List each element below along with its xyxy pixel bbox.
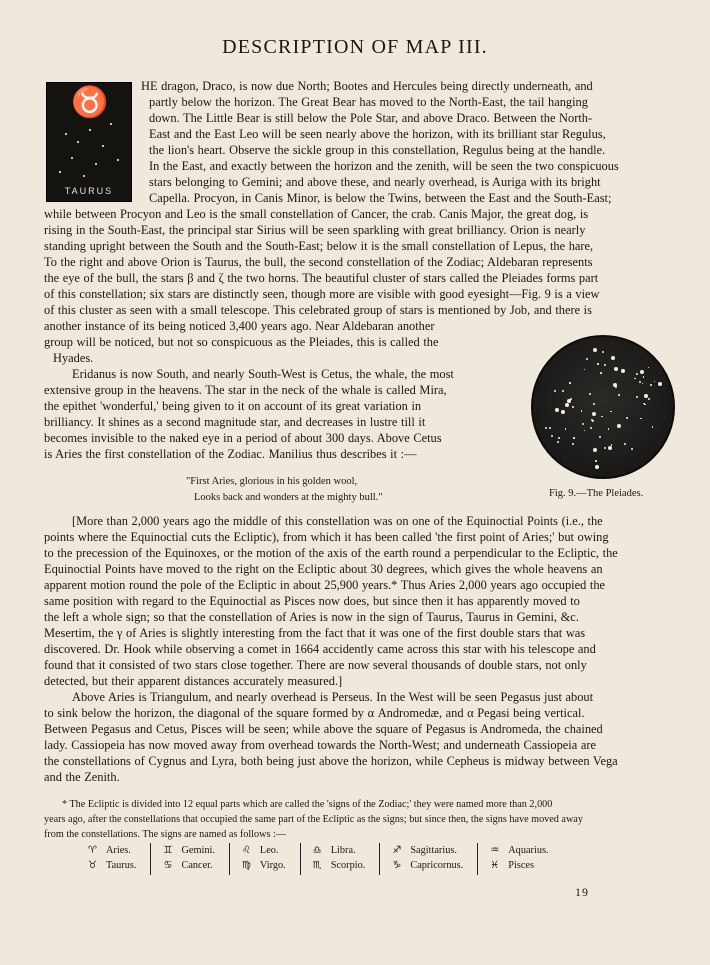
star-dot (652, 426, 654, 428)
zodiac-signs-table (80, 843, 680, 875)
star-dot (615, 386, 617, 388)
sign-entry (88, 843, 136, 858)
sign-name: Leo. (259, 845, 279, 856)
star-dot (658, 382, 662, 386)
star-dot (648, 367, 650, 369)
star-dot (611, 444, 613, 446)
text-line: of this constellation; six stars are distinctly seen, though more are visible with good eyesight—Fig. 9 is a view (44, 287, 600, 301)
star-dot (551, 435, 553, 437)
text-line: To the right and above Orion is Taurus, the bull, the second constellation of the Zodiac; Aldebaran represents (44, 255, 593, 269)
zodiac-sign-icon: ♉ (88, 860, 97, 871)
sign-column (478, 843, 562, 875)
star-dot (582, 423, 584, 425)
text-line: rising in the South-East, the principal star Sirius will be seen sparkling with great brilliancy. Orion is nearly (44, 223, 586, 237)
star-dot (593, 348, 597, 352)
zodiac-sign-icon: ♏ (312, 860, 322, 871)
sign-entry (392, 858, 463, 873)
star-dot (604, 364, 606, 366)
star-dot (614, 367, 618, 371)
pleiades-figure (531, 335, 675, 479)
text-line: extensive group in the heavens. The star in the neck of the whale is called Mira, (44, 383, 447, 397)
sign-column (230, 843, 301, 875)
zodiac-sign-icon: ♈ (88, 845, 97, 856)
star-dot (650, 384, 652, 386)
star-dot (592, 412, 596, 416)
star-dot (562, 390, 564, 392)
sign-name: Taurus. (106, 860, 137, 871)
page-number: 19 (575, 885, 589, 899)
sign-entry (163, 843, 214, 858)
text-line: discovered. Dr. Hook while observing a comet in 1664 accidently came across this star with his telescope and (44, 642, 596, 656)
star-dot (654, 381, 656, 383)
star-dot (593, 448, 597, 452)
zodiac-sign-icon: ♎ (312, 845, 322, 856)
star-dot (640, 370, 644, 374)
text-line: to the precession of the Equinoxes, or the motion of the axis of the earth round a perpendicular to the Ecliptic, the (44, 546, 618, 560)
text-line: apparent motion round the pole of the Ecliptic in about 25,900 years.* Thus Aries 2,000 years ago occupied the (44, 578, 606, 592)
sign-name: Virgo. (259, 860, 286, 871)
zodiac-sign-icon: ♊ (163, 845, 173, 856)
star-dot (565, 428, 567, 430)
text-line: detected, but their apparent distances accurately measured.] (44, 674, 343, 688)
text-line: is Aries the first constellation of the Zodiac. Manilius thus describes it :— (44, 447, 417, 461)
star-dot (549, 427, 551, 429)
sign-name: Aquarius. (508, 845, 549, 856)
text-line: points where the Equinoctial cuts the Ecliptic), from which it has been called 'the first point of Aries;' but owing (44, 530, 609, 544)
star-dot (572, 406, 574, 408)
zodiac-sign-icon: ♑ (392, 860, 402, 871)
zodiac-sign-icon: ♍ (241, 860, 251, 871)
text-line: brilliancy. It shines as a second magnitude star, and decreases in lustre till it (44, 415, 426, 429)
star-dot (584, 430, 586, 432)
text-line: the epithet 'wonderful,' being given to it on account of its great variation in (44, 399, 422, 413)
star-dot (597, 363, 599, 365)
text-line: another instance of its being noticed 3,400 years ago. Near Aldebaran another (44, 319, 435, 333)
star-dot (557, 441, 559, 443)
text-line: Eridanus is now South, and nearly South-West is Cetus, the whale, the most (72, 367, 454, 381)
sign-name: Cancer. (181, 860, 213, 871)
star-dot (642, 383, 644, 385)
star-dot (565, 403, 569, 407)
sign-entry (313, 843, 366, 858)
star-dot (572, 443, 574, 445)
star-dot (621, 369, 625, 373)
star-dot (595, 465, 599, 469)
star-dot (595, 460, 597, 462)
star-dot (636, 373, 638, 375)
sign-entry (242, 843, 286, 858)
star-dot (644, 394, 648, 398)
star-dot (602, 351, 604, 353)
text-line: Above Aries is Triangulum, and nearly overhead is Perseus. In the West will be seen Pegasus just about (72, 690, 594, 704)
sign-column (301, 843, 381, 875)
star-dot (610, 411, 612, 413)
figure-caption: Fig. 9.—The Pleiades. (549, 488, 644, 499)
star-dot (617, 424, 621, 428)
text-line: partly below the horizon. The Great Bear has moved to the North-East, the tail hanging (149, 95, 588, 109)
star-dot (636, 396, 638, 398)
sign-name: Sagittarius. (410, 845, 457, 856)
sign-column (380, 843, 478, 875)
text-line: [More than 2,000 years ago the middle of this constellation was on one of the Equinoctial Points (i.e., the (72, 514, 603, 528)
sign-entry (163, 858, 214, 873)
zodiac-sign-icon: ♒ (490, 845, 500, 856)
star-dot (640, 418, 642, 420)
text-line: HE dragon, Draco, is now due North; Bootes and Hercules being directly underneath, and (141, 79, 593, 93)
text-line: found that it consisted of two stars close together. There are now several thousands of double stars, not only (44, 658, 587, 672)
star-dot (593, 403, 595, 405)
star-dot (573, 437, 575, 439)
star-dot (626, 417, 628, 419)
zodiac-sign-icon: ♓ (490, 860, 500, 871)
text-line: East and the East Leo will be seen nearly above the horizon, with its brilliant star Regulus, (149, 127, 606, 141)
star-dot (604, 447, 606, 449)
star-dot (608, 446, 612, 450)
star-dot (558, 437, 560, 439)
star-dot (643, 376, 645, 378)
text-line: of this cluster as seen with a small telescope. This celebrated group of stars is mentioned by Job, and there is (44, 303, 592, 317)
sign-entry (242, 858, 286, 873)
star-dot (608, 428, 610, 430)
text-line: In the East, and exactly between the horizon and the zenith, will be seen the two conspicuous (149, 159, 619, 173)
sign-name: Libra. (330, 845, 356, 856)
text-line: Equinoctial Points have moved to the right on the Ecliptic about 30 degrees, which gives the whole heavens an (44, 562, 603, 576)
star-dot (545, 427, 547, 429)
sign-name: Capricornus. (410, 860, 464, 871)
sign-name: Aries. (106, 845, 131, 856)
star-dot (584, 369, 586, 371)
zodiac-sign-icon: ♐ (392, 845, 402, 856)
taurus-vignette (46, 82, 132, 202)
text-line: Hyades. (53, 351, 94, 365)
sign-name: Pisces (508, 860, 534, 871)
text-line: Between Pegasus and Cetus, Pisces will be seen; while above the square of Pegasus is Andromeda, the chained (44, 722, 603, 736)
text-line: the constellations of Cygnus and Lyra, both being just above the horizon, while Cepheus is midway between Vega (44, 754, 618, 768)
sign-entry (88, 858, 136, 873)
text-line: Capella. Procyon, in Canis Minor, is below the Twins, between the East and the South-East; (149, 191, 612, 205)
star-dot (618, 394, 620, 396)
star-dot (581, 410, 583, 412)
sign-entry (392, 843, 463, 858)
quote-line-2: Looks back and wonders at the mighty bull." (194, 492, 383, 503)
text-line: the lion's heart. Observe the sickle group in this constellation, Regulus being at the handle. (149, 143, 606, 157)
page-title: DESCRIPTION OF MAP III. (222, 36, 488, 58)
star-dot (569, 382, 571, 384)
zodiac-sign-icon: ♌ (241, 845, 251, 856)
sign-column (80, 843, 151, 875)
star-dot (589, 393, 591, 395)
star-dot (648, 398, 650, 400)
text-line: the eye of the bull, the stars β and ζ the two horns. The beautiful cluster of stars called the Pleiades forms part (44, 271, 599, 285)
footnote-line: * The Ecliptic is divided into 12 equal parts which are called the 'signs of the Zodiac;' they were named more than 2,000 (62, 799, 553, 810)
star-dot (555, 408, 559, 412)
text-line: the left a whole sign; so that the constellation of Aries is now in the sign of Taurus, Taurus in Gemini, &c. (44, 610, 579, 624)
text-line: lady. Cassiopeia has now moved away from overhead towards the North-West; and underneath Cassiopeia are (44, 738, 596, 752)
sign-entry (313, 858, 366, 873)
star-dot (561, 410, 565, 414)
star-dot (600, 372, 602, 374)
zodiac-sign-icon: ♋ (163, 860, 173, 871)
star-dot (624, 443, 626, 445)
quote-line-1: "First Aries, glorious in his golden wool, (186, 476, 358, 487)
text-line: standing upright between the South and the South-East; below it is the small constellation of Lepus, the hare, (44, 239, 594, 253)
text-line: to sink below the horizon, the diagonal of the square formed by α Andromedæ, and α Pegasi being vertical. (44, 706, 585, 720)
taurus-sign-icon: ♉ (71, 86, 109, 119)
star-dot (554, 390, 556, 392)
footnote-line: from the constellations. The signs are named as follows :— (44, 829, 286, 840)
star-dot (631, 448, 633, 450)
star-dot (586, 358, 588, 360)
text-line: same position with regard to the Equinoctial as Pisces now does, but since then it has apparently moved to (44, 594, 580, 608)
text-line: while between Procyon and Leo is the small constellation of Cancer, the crab. Canis Major, the great dog, is (44, 207, 589, 221)
sign-entry (490, 843, 548, 858)
sign-entry (490, 858, 548, 873)
star-dot (601, 416, 603, 418)
star-dot (644, 404, 646, 406)
text-line: group will be noticed, but not so conspicuous as the Pleiades, this is called the (44, 335, 439, 349)
star-dot (634, 378, 636, 380)
footnote-line: years ago, after the constellations that occupied the same part of the Ecliptic as the signs; but since then, the signs have moved away (44, 814, 583, 825)
vignette-label: TAURUS (64, 186, 114, 196)
sign-column (151, 843, 229, 875)
sign-name: Gemini. (181, 845, 215, 856)
text-line: stars belonging to Gemini; and above these, and nearly overhead, is Auriga with its bright (149, 175, 601, 189)
text-line: Mesertim, the γ of Aries is slightly interesting from the fact that it was one of the first double stars that was (44, 626, 586, 640)
star-dot (590, 427, 592, 429)
sign-name: Scorpio. (330, 860, 366, 871)
text-line: down. The Little Bear is still below the Pole Star, and above Draco. Between the North- (149, 111, 593, 125)
text-line: and the Zenith. (44, 770, 120, 784)
text-line: becomes invisible to the naked eye in a period of about 300 days. Above Cetus (44, 431, 442, 445)
star-dot (599, 436, 601, 438)
star-dot (611, 356, 615, 360)
